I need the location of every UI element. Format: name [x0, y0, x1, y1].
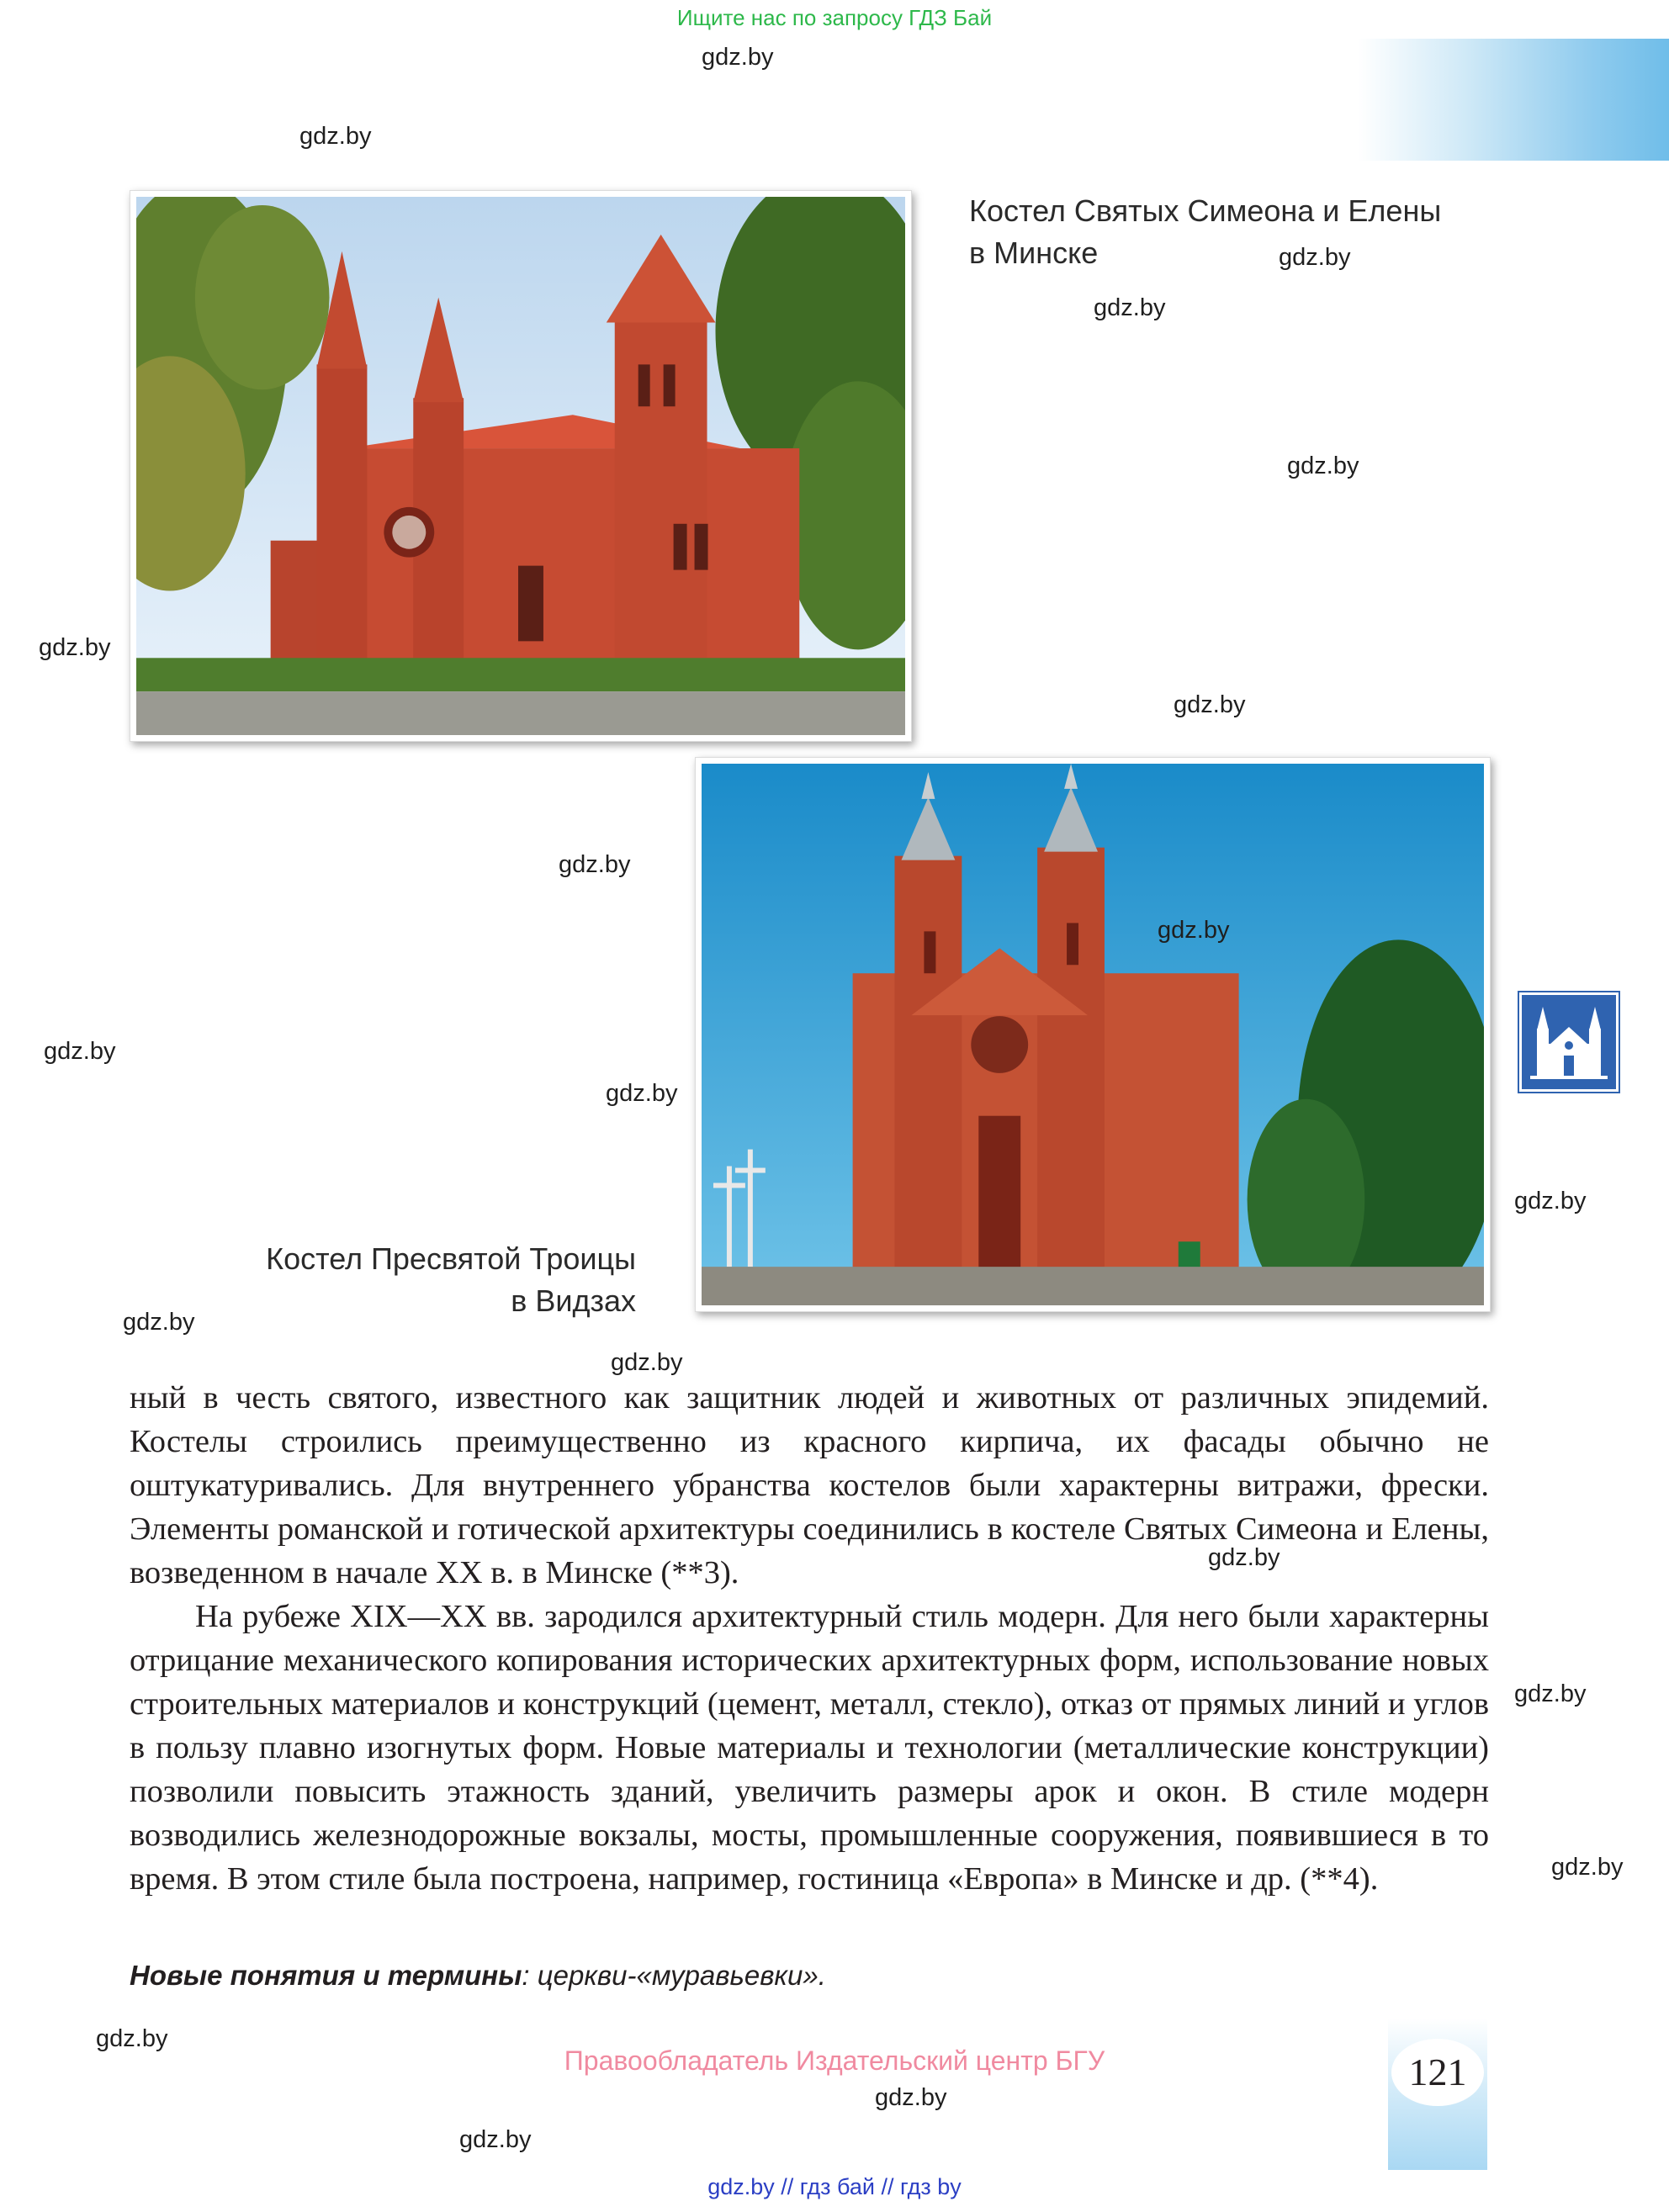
watermark: gdz.by [702, 44, 774, 71]
watermark: gdz.by [1094, 294, 1166, 321]
body-text [130, 1376, 1489, 1901]
watermark: gdz.by [559, 851, 631, 878]
watermark: gdz.by [606, 1080, 678, 1107]
new-terms [130, 1960, 826, 1992]
page-number: 121 [1391, 2039, 1484, 2106]
watermark: gdz.by [875, 2084, 947, 2111]
top-banner[interactable]: Ищите нас по запросу ГДЗ Бай [676, 5, 993, 30]
watermark: gdz.by [1208, 1544, 1280, 1571]
watermark: gdz.by [39, 634, 111, 661]
paragraph-1: ный в честь святого, известного как защитник людей и животных от различных эпидемий. Костелы строились преимущественно из красного кирпича, их фасады обычно не оштукатуривались. Для внутреннего убранства костелов были характерны витражи, фрески. Элементы романской и готической архитектуры соединились в костеле Святых Симеона и Елены, возведенном в начале XX в. в Минске (**3). [130, 1380, 1489, 1590]
paragraph-2: На рубеже XIX—XX вв. зародился архитектурный стиль модерн. Для него были характерны отрицание механического копирования исторических архитектурных форм, использование новых строительных материалов и конструкций (цемент, металл, стекло), отказ от прямых линий и углов в пользу плавно изогнутых форм. Новые материалы и технологии (металлические конструкции) позволили повысить этажность зданий, увеличить размеры арок и окон. В стиле модерн возводились железнодорожные вокзалы, мосты, промышленные сооружения, появившиеся в то время. В этом стиле была построена, например, гостиница «Европа» в Минске и др. (**4). [130, 1599, 1489, 1897]
watermark: gdz.by [459, 2126, 532, 2153]
watermark: gdz.by [299, 123, 372, 150]
watermark: gdz.by [1279, 244, 1351, 271]
bottom-links[interactable]: gdz.by // гдз бай // гдз by [707, 2174, 962, 2199]
minsk-church-image [136, 197, 905, 735]
vidzy-church-image [702, 764, 1484, 1305]
watermark: gdz.by [96, 2025, 168, 2052]
watermark: gdz.by [1551, 1854, 1624, 1881]
copyright-owner: Правообладатель Издательский центр БГУ [564, 2045, 1105, 2076]
watermark: gdz.by [611, 1349, 683, 1376]
watermark: gdz.by [1174, 691, 1246, 718]
church-icon [1519, 992, 1619, 1092]
photo-minsk-church [130, 190, 912, 742]
watermark: gdz.by [123, 1309, 195, 1336]
caption-minsk-line2: в Минске [969, 235, 1099, 270]
new-terms-label: Новые понятия и термины [130, 1960, 522, 1991]
watermark: gdz.by [1287, 452, 1359, 479]
caption-minsk-church [969, 190, 1441, 274]
caption-minsk-line1: Костел Святых Симеона и Елены [969, 193, 1442, 228]
corner-decoration [1358, 39, 1669, 161]
caption-vidzy-church [168, 1238, 636, 1322]
new-terms-value: : церкви-«муравьевки». [522, 1960, 826, 1991]
photo-vidzy-church [695, 757, 1491, 1312]
caption-vidzy-line2: в Видзах [511, 1283, 636, 1318]
caption-vidzy-line1: Костел Пресвятой Троицы [266, 1241, 636, 1276]
watermark: gdz.by [1514, 1680, 1587, 1707]
watermark: gdz.by [1158, 917, 1230, 944]
watermark: gdz.by [44, 1038, 116, 1065]
watermark: gdz.by [1514, 1188, 1587, 1214]
